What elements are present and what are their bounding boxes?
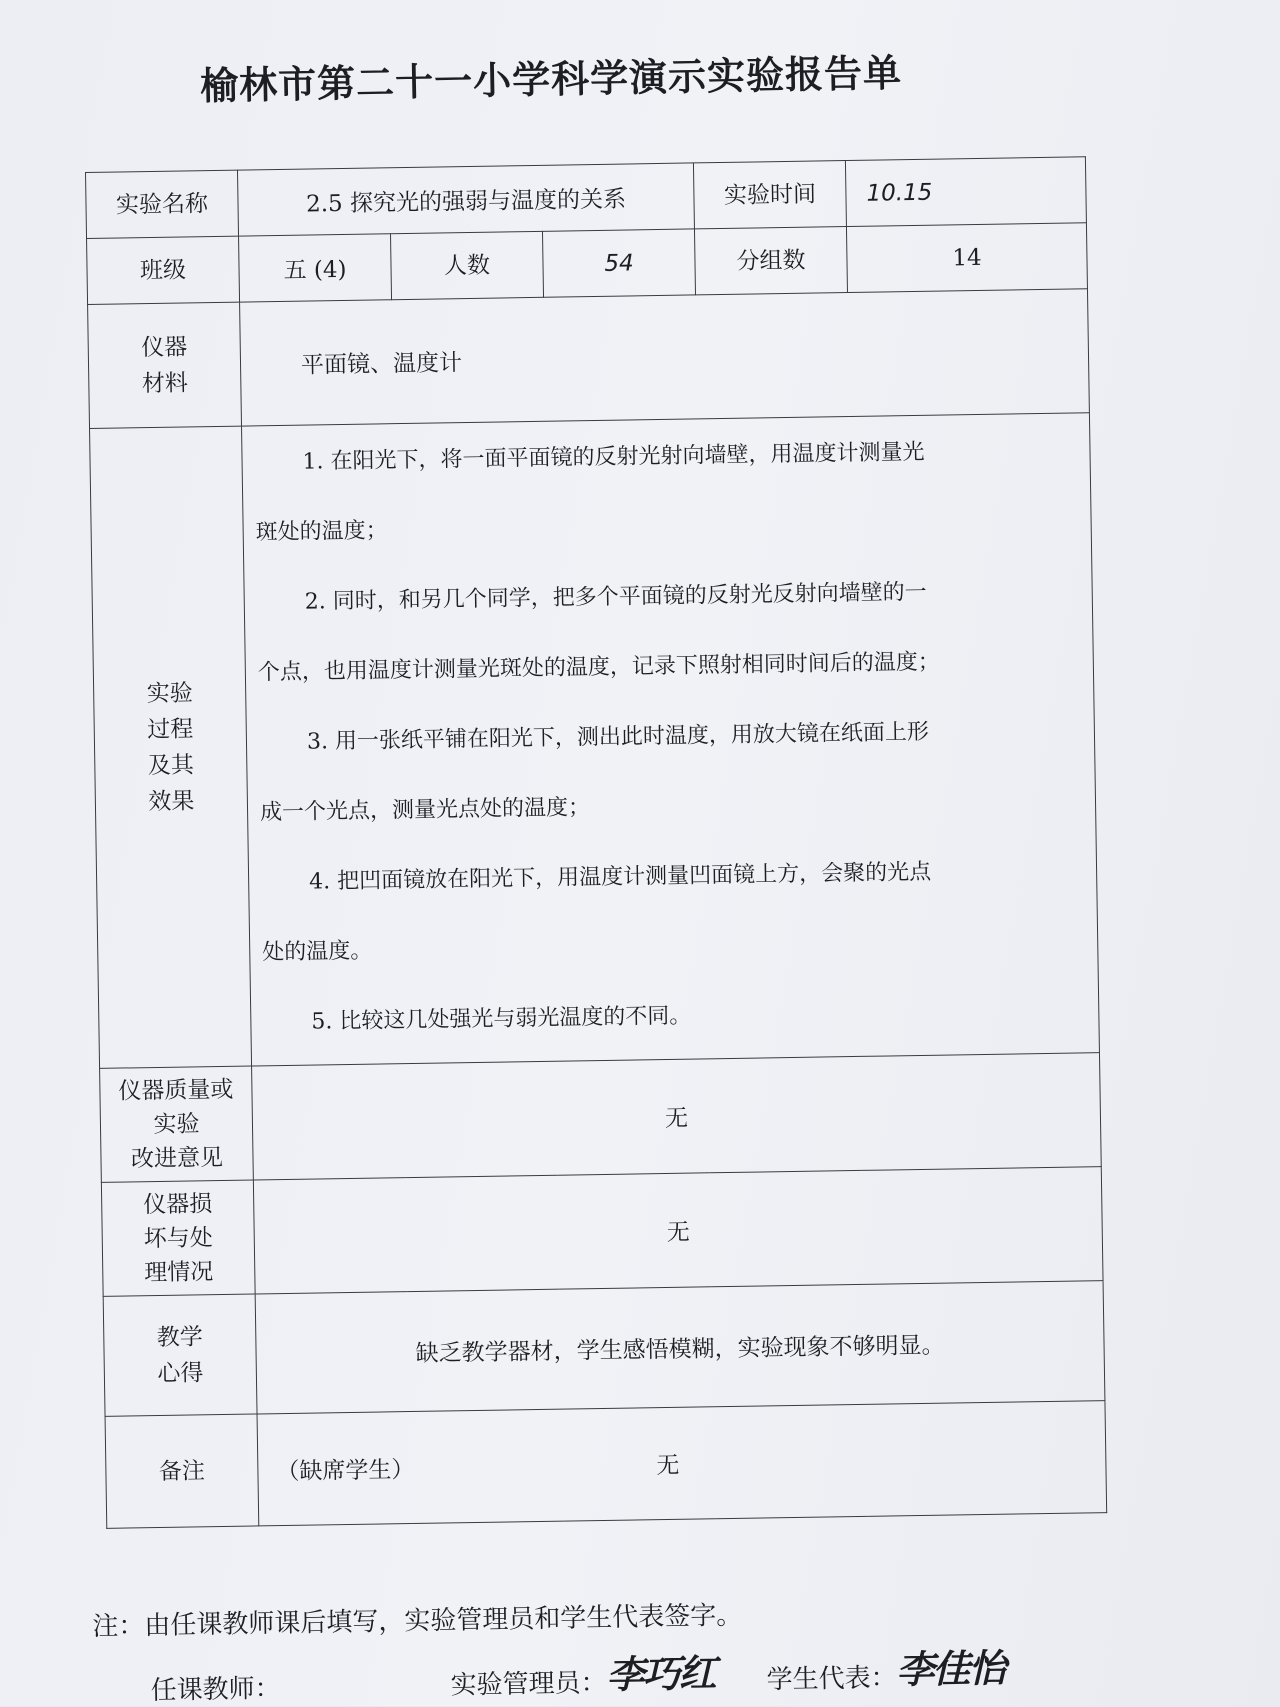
process-line: 4. 把凹面镜放在阳光下，用温度计测量凹面镜上方，会聚的光点 [308, 859, 932, 895]
quality-label-line: 仪器质量或 [118, 1076, 234, 1105]
group-count-value: 14 [846, 223, 1087, 293]
reflection-value: 缺乏教学器材，学生感悟模糊，实验现象不够明显。 [255, 1281, 1105, 1414]
class-value: 五 (4) [239, 234, 392, 302]
footer-note: 注：由任课教师课后填写，实验管理员和学生代表签字。 [92, 1600, 743, 1642]
admin-signature: 李巧红 [606, 1651, 715, 1698]
row-reflection [103, 1281, 1105, 1417]
damage-label [101, 1180, 255, 1296]
process-line: 斑处的温度； [255, 518, 388, 546]
quality-value: 无 [252, 1053, 1102, 1180]
materials-value: 平面镜、温度计 [240, 289, 1090, 426]
row-process [90, 413, 1100, 1069]
materials-label-line: 材料 [141, 369, 189, 397]
remarks-value: 无 [656, 1452, 680, 1480]
quality-label-line: 改进意见 [130, 1144, 224, 1172]
report-form [85, 156, 1106, 1529]
group-count-label: 分组数 [695, 227, 848, 295]
teacher-label: 任课教师： [150, 1673, 281, 1706]
process-line: 个点，也用温度计测量光斑处的温度，记录下照射相同时间后的温度； [257, 649, 941, 686]
process-label [90, 426, 252, 1068]
admin-label: 实验管理员： [450, 1668, 607, 1701]
experiment-time-value: 10.15 [845, 157, 1086, 227]
damage-value: 无 [253, 1167, 1103, 1294]
class-label: 班级 [87, 236, 240, 304]
row-quality [100, 1053, 1102, 1183]
reflection-label [103, 1294, 257, 1416]
process-label-line: 实验 [146, 679, 193, 707]
absent-students-label: （缺席学生） [276, 1456, 415, 1486]
process-line: 2. 同时，和另几个同学，把多个平面镜的反射光反射向墙壁的一 [304, 579, 927, 615]
reflection-label-line: 教学 [156, 1323, 204, 1351]
damage-label-line: 理情况 [144, 1258, 214, 1286]
damage-label-line: 坏与处 [143, 1224, 213, 1252]
row-remarks [105, 1401, 1107, 1529]
experiment-name-label: 实验名称 [86, 170, 239, 238]
damage-label-line: 仪器损 [143, 1190, 213, 1218]
quality-label [100, 1066, 254, 1182]
student-signature: 李佳怡 [896, 1646, 1005, 1692]
experiment-time-label: 实验时间 [693, 161, 846, 229]
row-materials [88, 289, 1090, 429]
student-label: 学生代表： [766, 1662, 897, 1696]
experiment-name-value: 2.5 探究光的强弱与温度的关系 [237, 163, 694, 236]
process-line: 1. 在阳光下，将一面平面镜的反射光射向墙壁，用温度计测量光 [302, 439, 925, 475]
process-line: 5. 比较这几处强光与弱光温度的不同。 [311, 1003, 692, 1035]
process-line: 处的温度。 [262, 938, 373, 966]
process-steps [242, 413, 1100, 1066]
process-label-line: 及其 [147, 751, 195, 779]
process-line: 成一个光点，测量光点处的温度； [259, 795, 591, 826]
row-damage [101, 1167, 1103, 1297]
process-label-line: 效果 [148, 787, 195, 815]
materials-label [88, 302, 242, 428]
reflection-label-line: 心得 [157, 1359, 204, 1387]
process-label-line: 过程 [147, 715, 194, 743]
quality-label-line: 实验 [153, 1110, 200, 1138]
remarks-label: 备注 [105, 1414, 259, 1528]
document-title: 榆林市第二十一小学科学演示实验报告单 [199, 50, 903, 109]
process-line: 3. 用一张纸平铺在阳光下，测出此时温度，用放大镜在纸面上形 [306, 719, 930, 755]
student-count-label: 人数 [391, 231, 544, 299]
remarks-cell [257, 1401, 1107, 1526]
report-table [85, 156, 1107, 1529]
student-count-value: 54 [542, 229, 695, 297]
materials-label-line: 仪器 [141, 333, 188, 361]
